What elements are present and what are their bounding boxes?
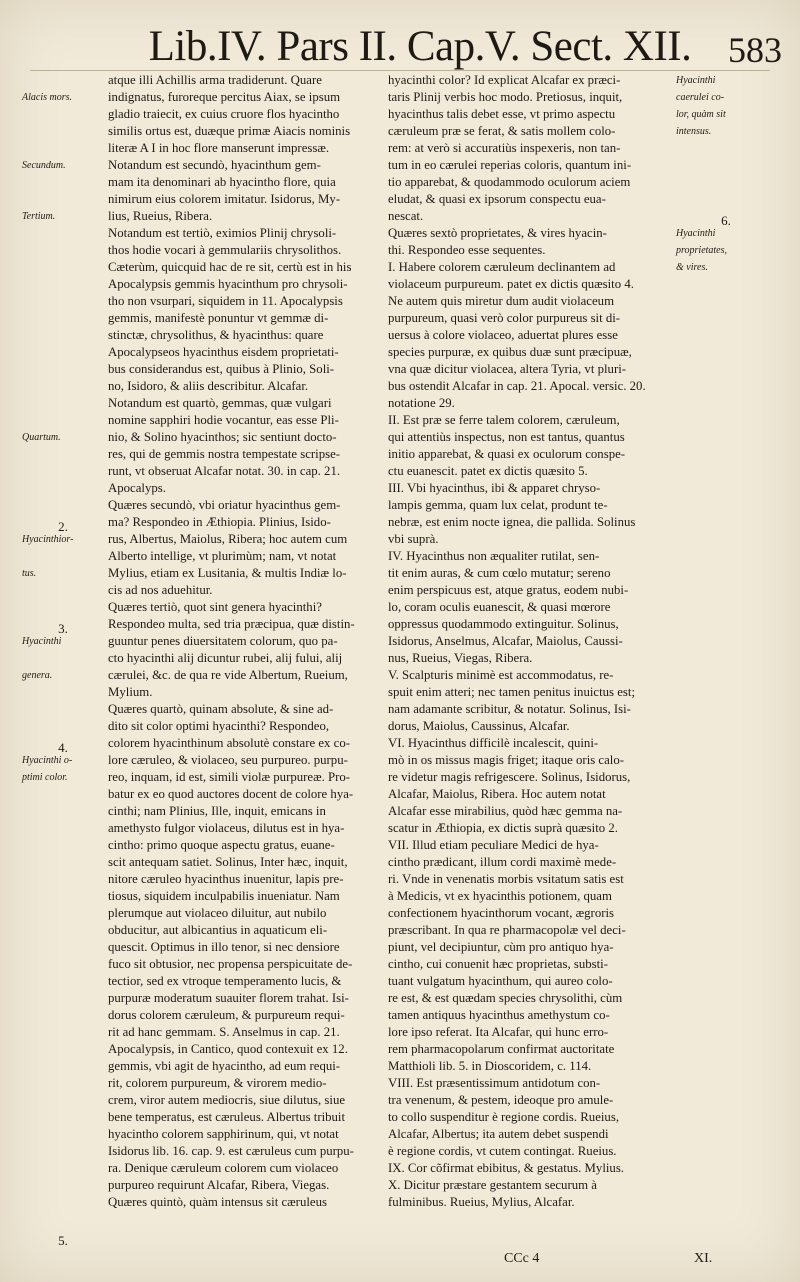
margin-note: & vires.	[676, 262, 708, 273]
text-line: dito sit color optimi hyacinthi? Respondeo,	[108, 719, 330, 733]
text-line: Apocalypseos hyacinthus eisdem proprietati-	[108, 345, 339, 359]
text-line: Quæres quintò, quàm intensus sit cæruleus	[108, 1195, 327, 1209]
text-line: atque illi Achillis arma tradiderunt. Quare	[108, 73, 322, 87]
text-line: nebræ, est enim nocte ignea, die pallida. Solinus	[388, 515, 636, 529]
signature-mark: CCc 4	[504, 1251, 540, 1266]
text-line: III. Vbi hyacinthus, ibi & apparet chryso-	[388, 481, 601, 495]
text-line: fuco sit obtusior, nec propensa perspicuitate de-	[108, 957, 353, 971]
margin-note: Secundum.	[22, 160, 66, 171]
text-line: Alcafar, Albertus; ita autem debet suspendi	[388, 1127, 609, 1141]
text-line: uersus à colore violaceo, aduertat plures esse	[388, 328, 618, 342]
margin-note: Hyacinthi o-	[22, 755, 73, 766]
text-line: Apocalyps.	[108, 481, 166, 495]
text-line: scatur in Æthiopia, ex dictis suprà quæsito 2.	[388, 821, 618, 835]
text-line: IV. Hyacinthus non æqualiter rutilat, sen-	[388, 549, 600, 563]
text-line: crem, viror autem mediocris, siue dilutus, siue	[108, 1093, 346, 1107]
text-line: Quæres secundò, vbi oriatur hyacinthus gem-	[108, 498, 341, 512]
text-line: cærulei, &c. de qua re vide Albertum, Rueium,	[108, 668, 348, 682]
text-line: Respondeo multa, sed tria præcipua, quæ distin-	[108, 617, 355, 631]
margin-note: intensus.	[676, 126, 712, 137]
margin-note: ptimi color.	[22, 772, 68, 783]
text-line: gemmis, vbi agit de hyacintho, ad eum requi-	[108, 1059, 341, 1073]
text-line: rus, Albertus, Maiolus, Ribera; hoc autem cum	[108, 532, 348, 546]
catchword: XI.	[694, 1251, 713, 1266]
text-line: nescat.	[388, 209, 424, 223]
text-line: lius, Rueius, Ribera.	[108, 209, 213, 223]
margin-note: Hyacinthior-	[22, 534, 74, 545]
text-line: reo, inquam, id est, simili violæ purpureæ. Pro-	[108, 770, 351, 784]
text-line: cæruleum præ se ferat, & satis mollem colo-	[388, 124, 616, 138]
text-line: runt, vt obseruat Alcafar notat. 30. in cap. 21.	[108, 464, 341, 478]
text-line: initio apparebat, & quasi ex oculorum conspe-	[388, 447, 626, 461]
margin-note: Tertium.	[22, 211, 56, 222]
text-line: eludat, & quasi ex ipsorum conspectu eua-	[388, 192, 606, 206]
text-line: lore cæruleo, & violaceo, seu purpureo. purpu-	[108, 753, 348, 767]
text-line: tectior, sed ex vtroque temperamento lucis, &	[108, 974, 342, 988]
text-line: tho non vsurpari, siquidem in 11. Apocalypsis	[108, 294, 343, 308]
text-line: Apocalypsis gemmis hyacinthum pro chrysoli-	[108, 277, 348, 291]
margin-note: genera.	[22, 670, 53, 681]
text-line: bus ostendit Alcafar in cap. 21. Apocal. versic. 20.	[388, 379, 646, 393]
text-line: hyacintho colorem sapphirinum, qui, vt notat	[108, 1127, 339, 1141]
text-line: piunt, vel decipiuntur, cùm pro antiquo hya-	[388, 940, 614, 954]
text-line: è regione cordis, vt cutem contingat. Rueius.	[388, 1144, 617, 1158]
text-line: enim perspicuus est, atque gratus, eodem nubi-	[388, 583, 629, 597]
text-line: cis ad nos aduehitur.	[108, 583, 213, 597]
text-line: nam adamante scribitur, & notatur. Solinus, Isi-	[388, 702, 631, 716]
text-line: Alcafar esse mirabilius, quòd hæc gemma na-	[388, 804, 623, 818]
text-line: bus considerandus est, quibus à Plinio, Soli-	[108, 362, 335, 376]
margin-note-number: 5.	[58, 1233, 68, 1248]
text-line: Mylium.	[108, 685, 153, 699]
text-line: Notandum est quartò, gemmas, quæ vulgari	[108, 396, 332, 410]
text-line: V. Scalpturis minimè est accommodatus, re-	[388, 668, 614, 682]
text-line: res, qui de gemmis nostra tempestate scripse-	[108, 447, 341, 461]
text-line: nomine sapphiri hodie vocantur, eas esse Pli-	[108, 413, 339, 427]
header-rule	[30, 70, 770, 71]
text-line: fulminibus. Rueius, Mylius, Alcafar.	[388, 1195, 575, 1209]
text-line: gemmis, manifestè ponuntur vt gemmæ di-	[108, 311, 329, 325]
text-line: tra venenum, & pestem, ideoque pro amule-	[388, 1093, 614, 1107]
text-line: I. Habere colorem cæruleum declinantem ad	[388, 260, 616, 274]
text-line: re videtur magis refrigescere. Solinus, Isidorus,	[388, 770, 631, 784]
text-line: notatione 29.	[388, 396, 455, 410]
text-line: VIII. Est præsentissimum antidotum con-	[388, 1076, 601, 1090]
text-line: Alcafar, Maiolus, Ribera. Hoc autem notat	[388, 787, 606, 801]
left-margin-notes	[22, 72, 104, 1272]
text-line: re est, & est quædam species chrysolithi, cùm	[388, 991, 623, 1005]
text-line: præscribant. In qua re pharmacopolæ vel deci-	[388, 923, 626, 937]
margin-note-number: 4.	[58, 740, 68, 755]
text-line: Ne autem quis miretur dum audit violaceum	[388, 294, 615, 308]
text-line: Mylius, etiam ex Lusitania, & multis Indiæ lo-	[108, 566, 347, 580]
margin-note: Quartum.	[22, 432, 61, 443]
text-line: similis ortus est, duæque primæ Aiacis nominis	[108, 124, 351, 138]
text-line: batur ex eo quod auctores docent de colore hya-	[108, 787, 354, 801]
text-line: IX. Cor cõfirmat ebibitus, & gestatus. Mylius.	[388, 1161, 625, 1175]
text-line: mò in os missus magis friget; itaque oris calo-	[388, 753, 624, 767]
text-line: colorem hyacinthinum absolutè constare ex co-	[108, 736, 350, 750]
margin-note: Hyacinthi	[676, 228, 716, 239]
text-line: violaceum purpureum. patet ex dictis quæsito 4.	[388, 277, 634, 291]
text-line: obducitur, aut albicantius in aquaticum eli-	[108, 923, 328, 937]
text-line: cto hyacinthi alij dicuntur rubei, alij fului, alij	[108, 651, 343, 665]
text-line: lore ipso referat. Ita Alcafar, qui hunc erro-	[388, 1025, 609, 1039]
text-line: ma? Respondeo in Æthiopia. Plinius, Isido-	[108, 515, 331, 529]
text-line: tio apparebat, & quodammodo oculorum aciem	[388, 175, 631, 189]
text-line: plerumque aut violaceo diluitur, aut nubilo	[108, 906, 327, 920]
text-line: Alberto intellige, vt plurimùm; nam, vt notat	[108, 549, 337, 563]
text-line: nio, & Solino hyacinthos; sic sentiunt docto-	[108, 430, 337, 444]
text-line: Isidorus, Anselmus, Alcafar, Maiolus, Caussi-	[388, 634, 623, 648]
margin-note: tus.	[22, 568, 37, 579]
text-line: tamen antiquus hyacinthus amethystum co-	[388, 1008, 610, 1022]
text-line: lampis gemma, quam lux celat, produnt te-	[388, 498, 608, 512]
text-line: oppressus quodammodo extinguitur. Solinus,	[388, 617, 619, 631]
text-line: rem: at verò si accuratiùs inspexeris, non tan-	[388, 141, 621, 155]
text-line: thi. Respondeo esse sequentes.	[388, 243, 546, 257]
margin-note: lor, quàm sit	[676, 109, 726, 120]
text-line: X. Dicitur præstare gestantem securum à	[388, 1178, 597, 1192]
text-line: Cæterùm, quicquid hac de re sit, certù est in his	[108, 260, 352, 274]
text-line: VI. Hyacinthus difficilè incalescit, quini-	[388, 736, 599, 750]
margin-note-number: 2.	[58, 519, 68, 534]
text-line: à Medicis, vt ex hyacinthis potionem, quam	[388, 889, 612, 903]
text-line: nimirum eius colorem imitatur. Isidorus, My-	[108, 192, 341, 206]
text-line: indignatus, furoreque percitus Aiax, se ipsum	[108, 90, 341, 104]
text-line: quescit. Optimus in illo tenor, si nec densiore	[108, 940, 340, 954]
text-line: rem pharmacopolarum confirmat auctoritate	[388, 1042, 615, 1056]
margin-note: caerulei co-	[676, 92, 725, 103]
text-line: vbi suprà.	[388, 532, 439, 546]
text-line: Notandum est secundò, hyacinthum gem-	[108, 158, 321, 172]
text-line: stinctæ, chrysolithus, & hyacinthus: quare	[108, 328, 324, 342]
text-line: Quæres quartò, quinam absolute, & sine ad-	[108, 702, 334, 716]
text-line: tiosus, siquidem inculpabilis inueniatur. Nam	[108, 889, 340, 903]
text-line: Matthioli lib. 5. in Dioscoridem, c. 114.	[388, 1059, 592, 1073]
text-line: literæ A I in hoc flore manserunt impressæ.	[108, 141, 330, 155]
text-line: ra. Denique cæruleum colorem cum violaceo	[108, 1161, 339, 1175]
text-line: tum in eo cærulei reperias coloris, quantum ini-	[388, 158, 632, 172]
text-line: hyacinthus talis debet esse, vt primo aspectu	[388, 107, 616, 121]
text-line: thos hodie vocari à gemmulariis chrysolithos.	[108, 243, 342, 257]
text-line: cintho: primo quoque aspectu gratus, euane-	[108, 838, 335, 852]
text-line: VII. Illud etiam peculiare Medici de hya-	[388, 838, 599, 852]
text-line: guuntur penes diuersitatem colorum, quo pa-	[108, 634, 338, 648]
text-line: confectionem hyacinthorum vocant, ægroris	[388, 906, 615, 920]
margin-note-number: 6.	[721, 213, 731, 228]
text-line: tit enim auras, & cum cœlo mutatur; sereno	[388, 566, 611, 580]
text-line: species purpuræ, ex quibus duæ sunt præcipuæ,	[388, 345, 632, 359]
text-line: rit ad hanc gemmam. S. Anselmus in cap. 21.	[108, 1025, 340, 1039]
margin-note-number: 3.	[58, 621, 68, 636]
text-line: no, Isidoro, & aliis describitur. Alcafar.	[108, 379, 309, 393]
text-line: purpureum, quasi verò color purpureus sit di-	[388, 311, 621, 325]
text-line: Apocalypsis, in Cantico, quod contexuit ex 12.	[108, 1042, 348, 1056]
text-line: dorus colorem cæruleum, & purpureum requi-	[108, 1008, 345, 1022]
text-line: nitore cæruleo hyacinthus inuenitur, lapis pre-	[108, 872, 344, 886]
text-line: amethysto fulgor violaceus, dilutus est in hya-	[108, 821, 345, 835]
text-line: gladio traiecit, ex cuius cruore flos hyacintho	[108, 107, 340, 121]
text-line: purpuræ moderatum suauiter florem trahat. Isi-	[108, 991, 349, 1005]
text-line: scit antequam satiet. Solinus, Inter hæc, inquit,	[108, 855, 348, 869]
text-line: purpureo requirunt Alcafar, Ribera, Viegas.	[108, 1178, 330, 1192]
text-line: ri. Vnde in venenatis morbis vsitatum satis est	[388, 872, 624, 886]
text-line: cinthi; nam Plinius, Ille, inquit, emicans in	[108, 804, 326, 818]
text-line: cintho, cui conuenit hæc proprietas, substi-	[388, 957, 608, 971]
text-line: taris Plinij verbis hoc modo. Pretiosus, inquit,	[388, 90, 623, 104]
text-line: bene temperatus, est cæruleus. Albertus tribuit	[108, 1110, 346, 1124]
text-line: rit, colorem purpureum, & virorem medio-	[108, 1076, 327, 1090]
page-footer	[504, 1250, 744, 1268]
text-line: nus, Rueius, Viegas, Ribera.	[388, 651, 533, 665]
page-number: 583	[728, 30, 782, 70]
text-line: Quæres tertiò, quot sint genera hyacinthi?	[108, 600, 322, 614]
text-line: to collo suspenditur è regione cordis. Rueius,	[388, 1110, 620, 1124]
text-line: II. Est præ se ferre talem colorem, cæruleum,	[388, 413, 620, 427]
running-head: Lib.IV. Pars II. Cap.V. Sect. XII.	[148, 23, 692, 70]
text-line: lo, coram oculis euanescit, & quasi mœrore	[388, 600, 611, 614]
text-line: tuant vulgatum hyacinthum, qui aureo colo-	[388, 974, 613, 988]
margin-note: Hyacinthi	[676, 75, 716, 86]
margin-note: Hyacinthi	[22, 636, 62, 647]
text-line: vna quæ dicitur violacea, altera Tyria, vt pluri-	[388, 362, 627, 376]
margin-note: Alacis mors.	[22, 92, 72, 103]
text-line: cintho prædicant, illum cordi maximè mede-	[388, 855, 617, 869]
text-line: dorus, Maiolus, Caussinus, Alcafar.	[388, 719, 570, 733]
text-line: spuit enim atteri; nec tamen penitus inuictus est;	[388, 685, 635, 699]
text-line: qui attentiùs inspectus, non est tantus, quantus	[388, 430, 625, 444]
text-line: mam ita denominari ab hyacintho flore, quia	[108, 175, 336, 189]
text-line: Isidorus lib. 16. cap. 9. est cæruleus cum purpu-	[108, 1144, 354, 1158]
right-margin-notes	[676, 72, 776, 1272]
text-line: Notandum est tertiò, eximios Plinij chrysoli-	[108, 226, 337, 240]
text-line: hyacinthi color? Id explicat Alcafar ex præci-	[388, 73, 621, 87]
margin-note: proprietates,	[676, 245, 728, 256]
text-line: ctu euanescit. patet ex dictis quæsito 5.	[388, 464, 588, 478]
text-line: Quæres sextò proprietates, & vires hyacin-	[388, 226, 607, 240]
